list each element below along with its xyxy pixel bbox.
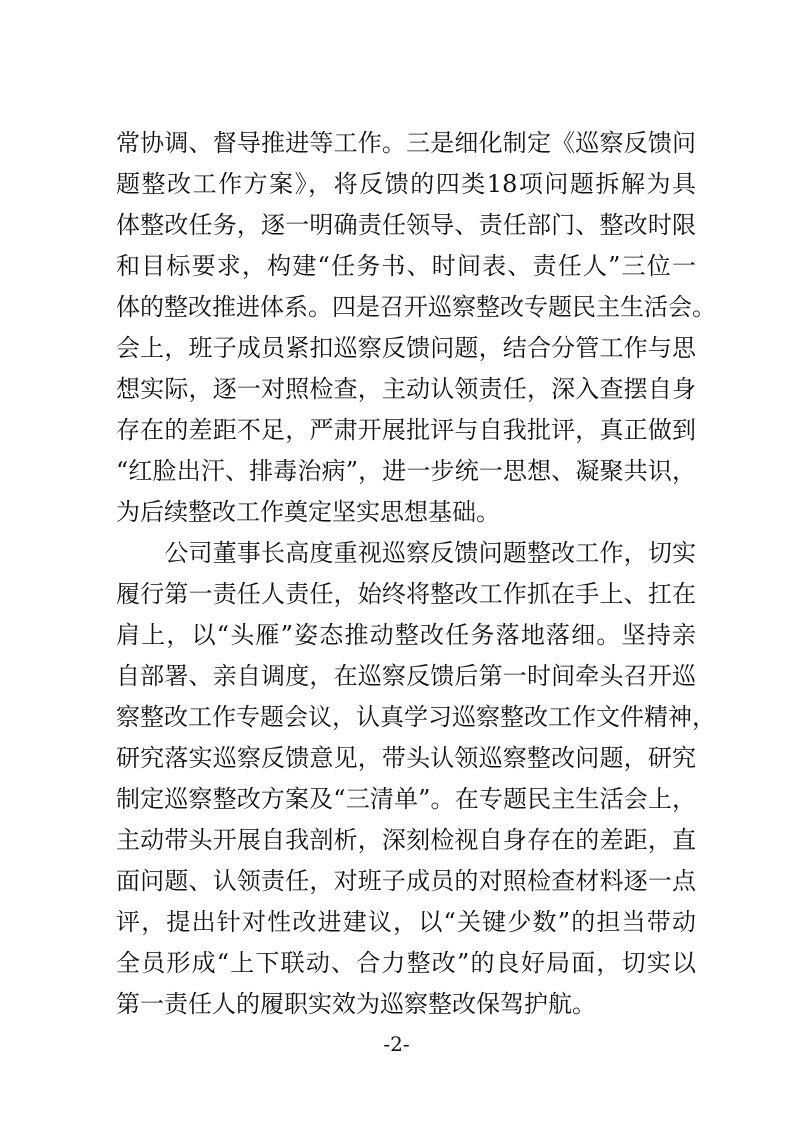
text-line: 和目标要求，构建“任务书、时间表、责任人”三位一 xyxy=(116,252,696,280)
paragraph-2 xyxy=(116,533,716,1025)
text-line: 全员形成“上下联动、合力整改”的良好局面，切实以 xyxy=(116,949,696,977)
text-line: 评，提出针对性改进建议，以“关键少数”的担当带动 xyxy=(116,908,696,936)
page-number: -2- xyxy=(383,1032,410,1056)
text-line: 存在的差距不足，严肃开展批评与自我批评，真正做到 xyxy=(116,416,696,444)
text-line: 察整改工作专题会议，认真学习巡察整改工作文件精神， xyxy=(116,703,716,731)
text-line: 为后续整改工作奠定坚实思想基础。 xyxy=(116,498,500,526)
text-line: “红脸出汗、排毒治病”，进一步统一思想、凝聚共识， xyxy=(116,457,696,485)
text-line: 公司董事长高度重视巡察反馈问题整改工作，切实 xyxy=(116,539,696,567)
text-line: 第一责任人的履职实效为巡察整改保驾护航。 xyxy=(116,990,596,1018)
document-body xyxy=(116,123,716,1025)
text-line: 常协调、督导推进等工作。三是细化制定《巡察反馈问 xyxy=(116,129,696,157)
text-line: 制定巡察整改方案及“三清单”。在专题民主生活会上， xyxy=(116,785,696,813)
text-line: 想实际，逐一对照检查，主动认领责任，深入查摆自身 xyxy=(116,375,696,403)
text-line: 会上，班子成员紧扣巡察反馈问题，结合分管工作与思 xyxy=(116,334,696,362)
text-line: 自部署、亲自调度，在巡察反馈后第一时间牵头召开巡 xyxy=(116,662,696,690)
text-line: 肩上，以“头雁”姿态推动整改任务落地落细。坚持亲 xyxy=(116,621,696,649)
text-line: 题整改工作方案》，将反馈的四类18项问题拆解为具 xyxy=(116,170,696,198)
text-line: 体的整改推进体系。四是召开巡察整改专题民主生活会。 xyxy=(116,293,716,321)
text-line: 体整改任务，逐一明确责任领导、责任部门、整改时限 xyxy=(116,211,696,239)
text-line: 研究落实巡察反馈意见，带头认领巡察整改问题，研究 xyxy=(116,744,696,772)
paragraph-1 xyxy=(116,123,716,533)
text-line: 履行第一责任人责任，始终将整改工作抓在手上、扛在 xyxy=(116,580,696,608)
text-line: 面问题、认领责任，对班子成员的对照检查材料逐一点 xyxy=(116,867,696,895)
text-line: 主动带头开展自我剖析，深刻检视自身存在的差距，直 xyxy=(116,826,696,854)
